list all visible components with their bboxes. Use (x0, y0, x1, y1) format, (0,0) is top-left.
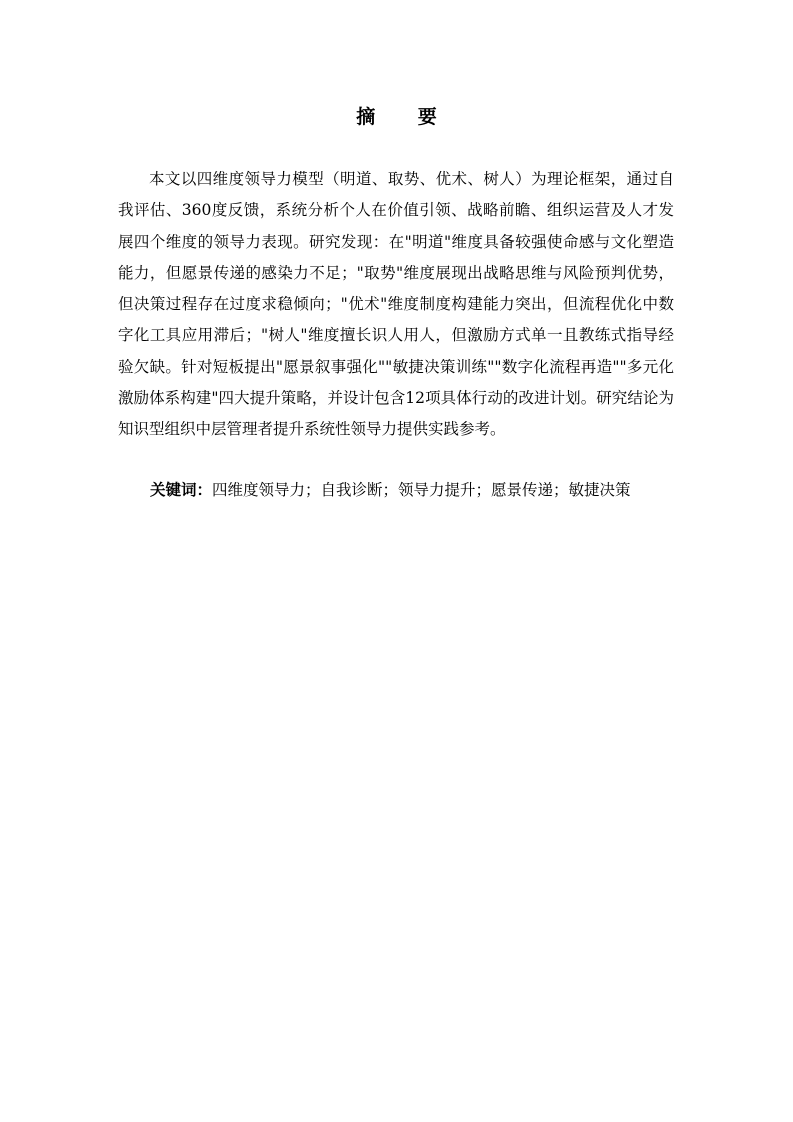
keywords-label: 关键词： (150, 481, 213, 499)
keywords-line (150, 477, 710, 503)
abstract-title: 摘 要 (356, 106, 455, 128)
keywords-list: 四维度领导力；自我诊断；领导力提升；愿景传递；敏捷决策 (212, 481, 631, 499)
abstract-body: 本文以四维度领导力模型（明道、取势、优术、树人）为理论框架，通过自我评估、360度反馈，系统分析个人在价值引领、战略前瞻、组织运营及人才发展四个维度的领导力表现。研究发现：在"明道"维度具备较强使命感与文化塑造能力，但愿景传递的感染力不足；"取势"维度展现出战略思维与风险预判优势，但决策过程存在过度求稳倾向；"优术"维度制度构建能力突出，但流程优化中数字化工具应用滞后；"树人"维度擅长识人用人，但激励方式单一且教练式指导经验欠缺。针对短板提出"愿景叙事强化""敏捷决策训练""数字化流程再造""多元化激励体系构建"四大提升策略，并设计包含12项具体行动的改进计划。研究结论为知识型组织中层管理者提升系统性领导力提供实践参考。 (118, 170, 674, 439)
